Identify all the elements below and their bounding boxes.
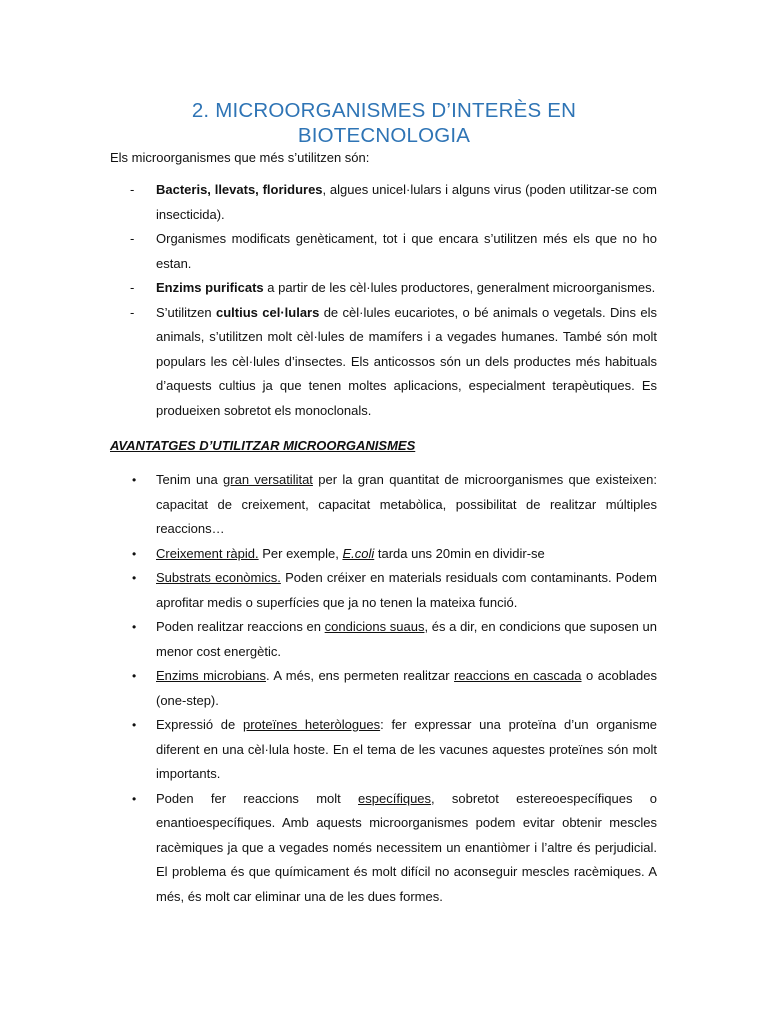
list-item-text: Enzims microbians. A més, ens permeten realitzar reaccions en cascada o acoblades (one-step). [156,668,658,708]
list-item [0,615,768,664]
list-item-text: Enzims purificats a partir de les cèl·lules productores, generalment microorganismes. [156,280,656,295]
dash-marker: - [130,280,135,295]
list-item [0,713,768,787]
dash-marker: - [130,231,135,246]
advantages-list [0,468,768,909]
list-item-text: Creixement ràpid. Per exemple, E.coli tarda uns 20min en dividir-se [156,545,545,561]
list-item [0,178,768,227]
bullet-marker: • [132,620,137,634]
list-item [0,542,768,567]
list-item-text: Tenim una gran versatilitat per la gran quantitat de microorganismes que existeixen: capacitat de creixement, capacitat metabòlica, possibilitat de realitzar múltiples reaccions… [156,472,657,536]
list-item-text: Poden fer reaccions molt específiques, sobretot estereoespecífiques o enantioespecífiques. Amb aquests microorganismes podem evitar obtenir mescles racèmiques ja que a vegades només necessitem un enantiòmer i l’altre és perjudicial. El problema és que químicament és molt difícil no aconseguir mescles racèmiques. A més, és molt car eliminar una de les dues formes. [156,790,657,904]
bullet-marker: • [132,791,137,806]
list-item-text: Substrats econòmics. Poden créixer en materials residuals com contaminants. Podem aprofitar medis o superfícies que ja no tenen la mateixa funció. [156,570,657,610]
dash-marker: - [130,182,135,197]
list-item [0,276,768,301]
dash-marker: - [130,304,135,320]
section-heading: AVANTATGES D’UTILITZAR MICROORGANISMES [110,438,416,453]
list-item-text: Organismes modificats genèticament, tot i que encara s’utilitzen més els que no ho estan. [156,231,657,271]
list-item-text: Poden realitzar reaccions en condicions suaus, és a dir, en condicions que suposen un menor cost energètic. [156,619,657,659]
bullet-marker: • [132,718,137,732]
list-item [0,227,768,276]
bullet-marker: • [132,571,137,585]
list-item [0,566,768,615]
intro-paragraph: Els microorganismes que més s’utilitzen són: [110,150,370,165]
bullet-marker: • [132,473,137,487]
list-item [0,301,768,424]
list-item [0,787,768,910]
page-title: 2. MICROORGANISMES D’INTERÈS EN BIOTECNOLOGIA [191,99,577,147]
list-item-text: Expressió de proteïnes heteròlogues: fer expressar una proteïna d’un organisme diferent en una cèl·lula hoste. En el tema de les vacunes aquestes proteïnes són molt importants. [156,717,658,781]
bullet-marker: • [132,546,137,561]
list-item-text: Bacteris, llevats, floridures, algues unicel·lulars i alguns virus (poden utilitzar-se com insecticida). [156,182,657,222]
uses-list [0,178,768,423]
list-item-text: S’utilitzen cultius cel·lulars de cèl·lules eucariotes, o bé animals o vegetals. Dins els animals, s’utilitzen molt cèl·lules de mamífers i a vegades humanes. També són molt populars les cèl·lules d’insectes. Els anticossos són un dels productes més habituals d’aquests cultius ja que tenen moltes aplicacions, especialment terapèutiques. Es produeixen sobretot els monoclonals. [156,304,658,418]
list-item [0,468,768,542]
bullet-marker: • [132,669,137,683]
list-item [0,664,768,713]
